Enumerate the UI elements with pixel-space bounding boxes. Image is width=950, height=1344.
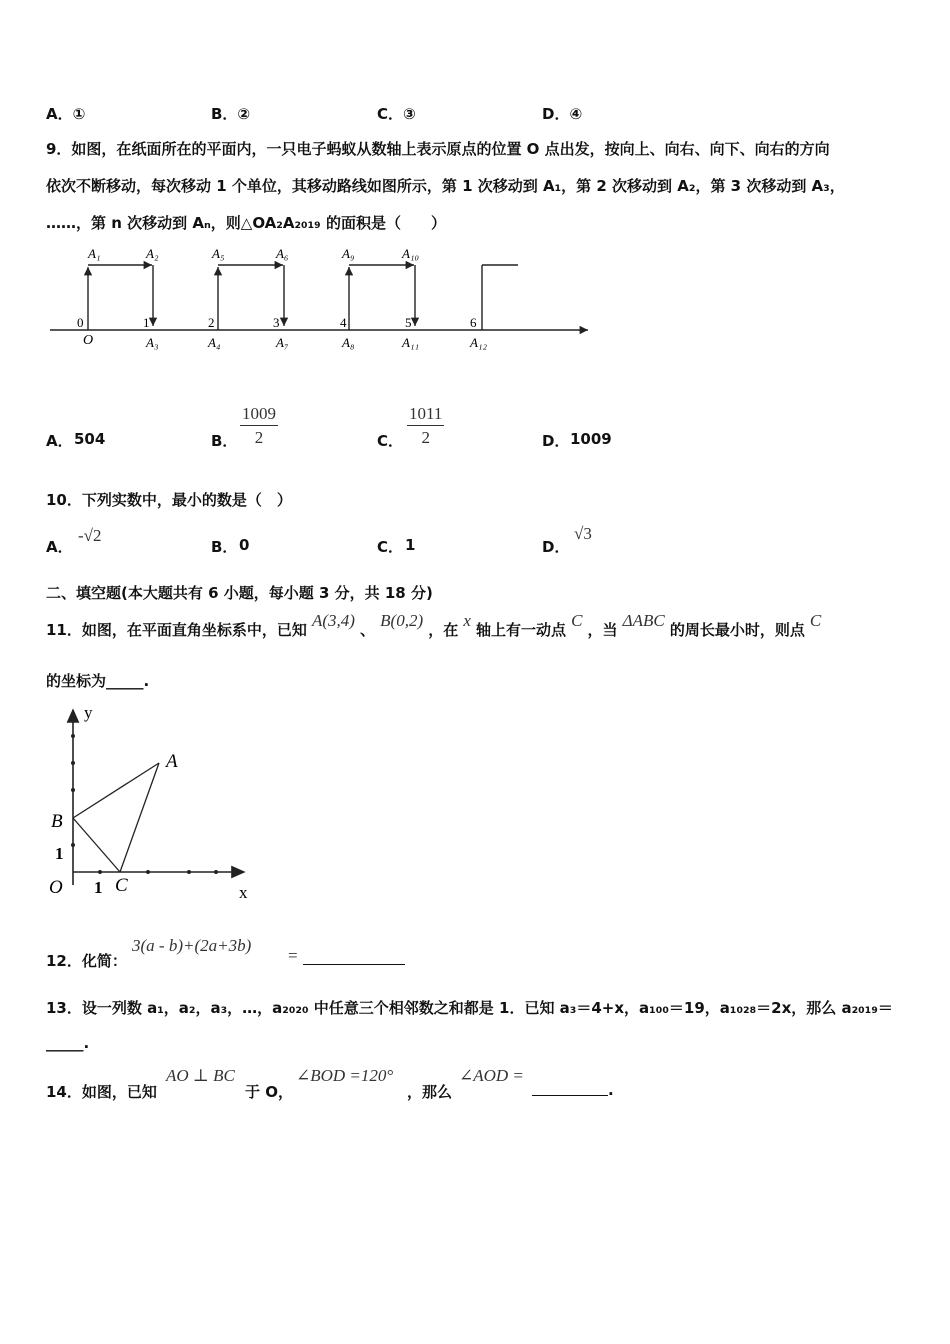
q12-answer-blank[interactable] xyxy=(303,950,405,965)
label-A10: A₁₀ xyxy=(402,246,419,261)
q14-mid: 于 O， xyxy=(245,1083,293,1101)
q9-path-figure xyxy=(40,240,600,360)
q10-option-b-value: 0 xyxy=(239,536,250,554)
q10-option-c-value: 1 xyxy=(405,536,416,554)
x-unit-label: 1 xyxy=(94,878,103,897)
y-axis-label: y xyxy=(84,703,93,722)
q10-option-a-value: -√2 xyxy=(78,526,102,545)
q10-option-d-label: D． xyxy=(542,538,570,556)
q12-expression: 3(a - b)+(2a+3b) xyxy=(132,936,252,955)
q9-option-d-value: 1009 xyxy=(570,430,612,448)
fraction-denominator: 2 xyxy=(254,428,264,447)
q8-option-c: C．③ xyxy=(377,105,416,123)
q11-mid2: 轴上有一动点 xyxy=(475,621,566,639)
q9-stem-line1: 9．如图，在纸面所在的平面内，一只电子蚂蚁从数轴上表示原点的位置 O 点出发，按向上、向右、向下、向右的方向 xyxy=(46,140,830,158)
q14-condition-perpendicular: AO ⊥ BC xyxy=(166,1066,235,1085)
q14-end: . xyxy=(608,1081,614,1099)
origin-label: O xyxy=(49,877,63,898)
q9-stem-line2: 依次不断移动，每次移动 1 个单位，其移动路线如图所示，第 1 次移动到 A₁，第 2 次移动到 A₂，第 3 次移动到 A₃， xyxy=(46,177,845,195)
point-a-label: A xyxy=(166,751,178,772)
q8-option-a: A．① xyxy=(46,105,86,123)
point-c-label: C xyxy=(115,875,128,896)
q14-condition-angle: ∠BOD =120° xyxy=(296,1066,394,1085)
ant-path xyxy=(88,265,518,330)
q10-option-a-label: A． xyxy=(46,538,73,556)
q11-triangle: ΔABC xyxy=(622,611,665,630)
q11-coordinate-figure xyxy=(44,700,264,910)
q11-mid4: 的周长最小时，则点 xyxy=(669,621,805,639)
tick-3: 3 xyxy=(273,315,280,330)
label-A7: A₇ xyxy=(276,335,289,350)
q11-prefix: 11．如图，在平面直角坐标系中，已知 xyxy=(46,621,307,639)
q11-stem-line2: 的坐标为_____. xyxy=(46,672,150,690)
q10-option-b-label: B． xyxy=(211,538,238,556)
q11-x-var: x xyxy=(463,611,471,630)
q14-mid2: ，那么 xyxy=(407,1083,453,1101)
q14-prefix: 14．如图，已知 xyxy=(46,1083,157,1101)
q9-option-d-label: D． xyxy=(542,432,570,450)
section-2-heading: 二、填空题(本大题共有 6 小题，每小题 3 分，共 18 分) xyxy=(46,584,433,602)
q11-point-b: B(0,2) xyxy=(380,611,424,630)
point-b-label: B xyxy=(51,811,63,832)
q11-mid: ，在 xyxy=(428,621,459,639)
q9-option-b-label: B． xyxy=(211,432,238,450)
label-A12: A₁₂ xyxy=(470,335,487,350)
tick-6: 6 xyxy=(470,315,477,330)
label-A6: A₆ xyxy=(276,246,289,261)
fraction-denominator: 2 xyxy=(421,428,430,447)
tick-5: 5 xyxy=(405,315,412,330)
q8-option-b: B．② xyxy=(211,105,251,123)
q9-option-a-label: A． xyxy=(46,432,73,450)
q10-stem: 10．下列实数中，最小的数是（ ） xyxy=(46,491,292,509)
y-unit-label: 1 xyxy=(55,844,64,863)
tick-0: 0 xyxy=(77,315,84,330)
label-A5: A₅ xyxy=(212,246,225,261)
q11-c-var: C xyxy=(571,611,583,630)
label-A9: A₉ xyxy=(342,246,355,261)
x-axis-label: x xyxy=(239,883,248,902)
label-O: O xyxy=(83,333,94,348)
label-A11: A₁₁ xyxy=(402,335,419,350)
q11-c-var2: C xyxy=(809,611,822,630)
q11-mid3: ，当 xyxy=(587,621,618,639)
label-A2: A₂ xyxy=(146,246,159,261)
q11-stem-line1 xyxy=(46,610,821,640)
tick-2: 2 xyxy=(208,315,215,330)
q9-stem-line3: ……，第 n 次移动到 Aₙ，则△OA₂A₂₀₁₉ 的面积是（ ） xyxy=(46,214,446,232)
q9-option-c-label: C． xyxy=(377,432,404,450)
label-A4: A₄ xyxy=(208,335,221,350)
q14-answer-blank[interactable] xyxy=(532,1081,608,1096)
tick-4: 4 xyxy=(340,315,347,330)
q12-equals: = xyxy=(288,946,298,965)
q13-stem-line1: 13．设一列数 a₁，a₂，a₃，…，a₂₀₂₀ 中任意三个相邻数之和都是 1．已知 a₃＝4+x，a₁₀₀＝19，a₁₀₂₈＝2x，那么 a₂₀₁₉＝ xyxy=(46,999,893,1017)
q8-option-d: D．④ xyxy=(542,105,583,123)
label-A1: A₁ xyxy=(88,246,101,261)
label-A8: A₈ xyxy=(342,335,355,350)
q10-option-d-value: √3 xyxy=(574,524,592,543)
q9-option-b-fraction xyxy=(240,404,278,448)
q9-option-c-fraction xyxy=(407,404,444,448)
fraction-numerator: 1009 xyxy=(240,404,278,426)
q13-stem-line2: _____. xyxy=(46,1034,90,1052)
q10-option-c-label: C． xyxy=(377,538,404,556)
fraction-numerator: 1011 xyxy=(407,404,444,426)
tick-1: 1 xyxy=(143,315,150,330)
triangle-abc xyxy=(73,763,159,872)
q11-point-a: A(3,4) xyxy=(311,611,355,630)
q12-prefix: 12．化简： xyxy=(46,952,127,970)
label-A3: A₃ xyxy=(146,335,159,350)
q9-option-a-value: 504 xyxy=(74,430,106,448)
q14-question-angle: ∠AOD = xyxy=(459,1066,524,1085)
q11-sep: 、 xyxy=(360,621,376,639)
